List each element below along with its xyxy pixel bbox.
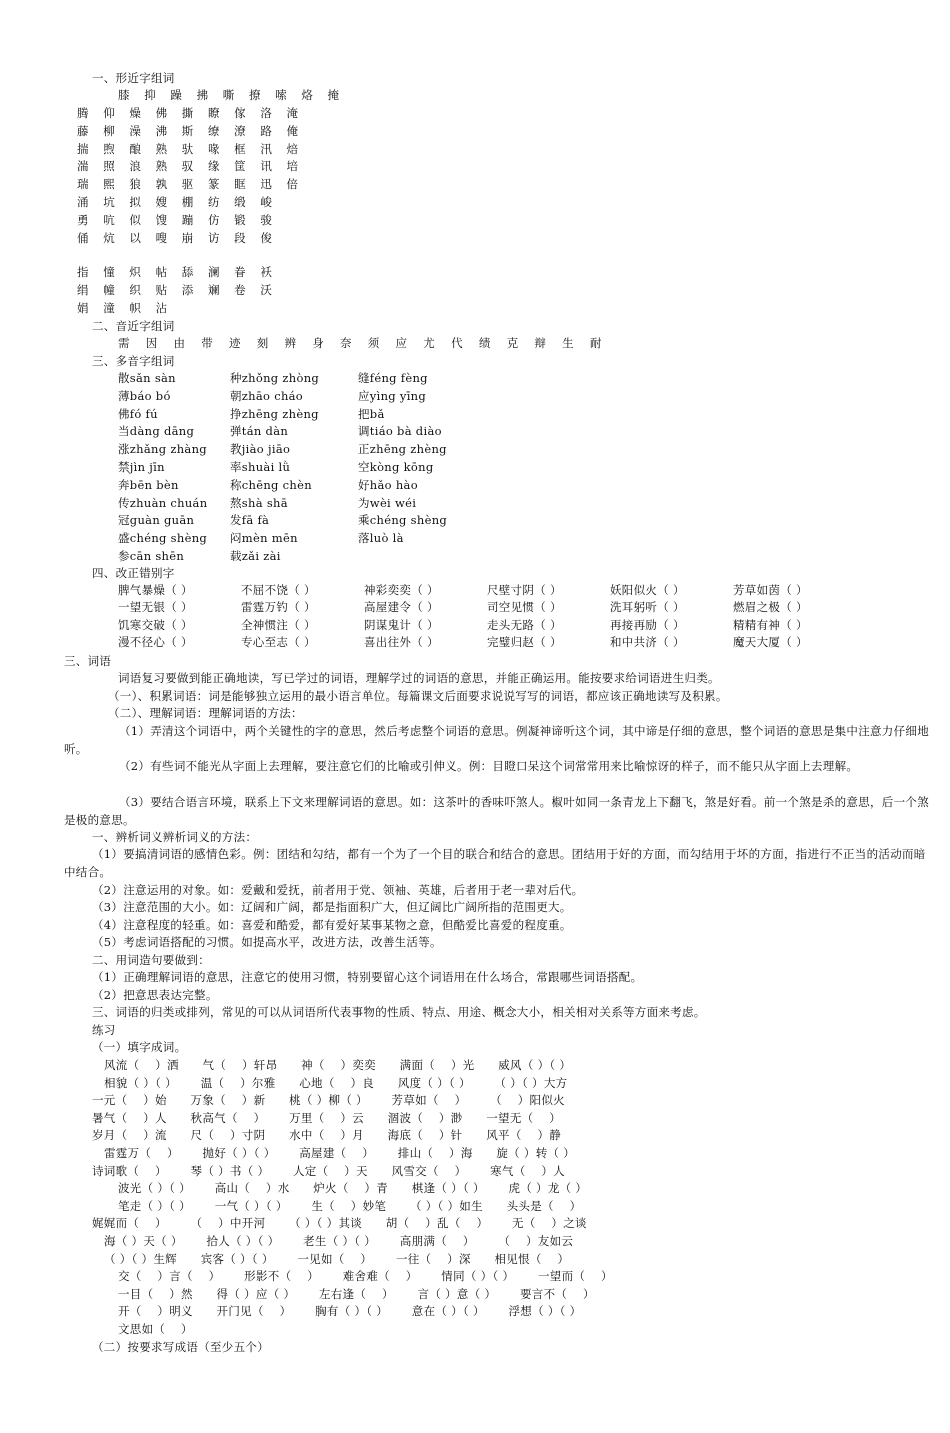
cuobie-item: 燃眉之极（ ） — [733, 600, 808, 615]
char-cell: 似 — [129, 212, 142, 227]
lijie-paragraph-1: （1）弄清这个词语中，两个关键性的字的意思，然后考虑整个词语的意思。例凝神谛听这个词，其中谛是仔细的意思，整个词语的意思是集中注意力仔细地听。 — [64, 724, 930, 756]
char-cell: 酿 — [129, 141, 142, 156]
bianxi-item-1: （1）要搞清词语的感情色彩。例：团结和勾结，都有一个为了一个目的联合和结合的意思。团结用于好的方面，而勾结用于坏的方面，指进行不正当的活动而暗中结合。 — [64, 847, 926, 879]
tianzi-line: 一目（ ）然 得（ ）应（ ） 左右逢（ ） 言（ ）意（ ） 要言不（ ） — [118, 1286, 595, 1301]
bianxi-item-3: （3）注意范围的大小。如：辽阔和广阔，都是指面积广大，但辽阔比广阔所指的范围更大。 — [92, 900, 572, 914]
cuobie-item: 雷霆万钓（ ） — [241, 600, 316, 615]
duoyin-item: 朝zhāo cháo — [230, 388, 304, 403]
char-cell: 缘 — [207, 159, 220, 174]
char-cell: 狼 — [129, 177, 142, 192]
cuobie-item: 专心至志（ ） — [241, 635, 316, 650]
char-cell: 嗖 — [155, 230, 168, 245]
cuobie-item: 精精有神（ ） — [733, 617, 808, 632]
char-cell: 熟 — [155, 159, 168, 174]
duoyin-item: 薄báo bó — [118, 388, 171, 403]
bianxi-title: 一、辨析词义辨析词义的方法： — [92, 830, 258, 844]
cuobie-item: 喜出往外（ ） — [364, 635, 439, 650]
char-cell: 嫂 — [155, 194, 168, 209]
char-cell: 坑 — [103, 194, 115, 209]
tianzi-line: 风流（ ）洒 气（ ）轩昂 神（ ）奕奕 满面（ ）光 威风（ ）（ ） — [104, 1058, 572, 1072]
char-cell: 指 — [77, 265, 89, 279]
duoyin-item: 参cān shēn — [118, 548, 185, 563]
char-cell: 撕 — [181, 106, 194, 120]
char-cell: 舔 — [181, 265, 194, 279]
char-cell: 憧 — [103, 265, 115, 279]
xingjin-row — [77, 141, 313, 159]
tianzi-line: 相貌（ ）（ ） 温（ ）尔雅 心地（ ）良 风度（ ）（ ） （ ）（ ）大方 — [104, 1075, 568, 1090]
xingjin-grid-2 — [77, 264, 287, 317]
tianzi-line: 笔走（ ）（ ） 一气（ ）（ ） 生（ ）妙笔 （ ）（ ）如生 头头是（ ） — [118, 1198, 582, 1213]
cuobie-row — [118, 617, 856, 634]
duoyin-column-2 — [230, 370, 319, 566]
bianxi-item-5: （5）考虑词语搭配的习惯。如提高水平，改进方法，改善生活等。 — [92, 935, 442, 949]
cuobie-item: 尺壁寸阴（ ） — [487, 583, 562, 597]
char-cell: 浪 — [129, 159, 142, 174]
char-cell: 袄 — [260, 265, 273, 279]
tianzi-line: 开（ ）明义 开门见（ ） 胸有（ ）（ ） 意在（ ）（ ） 浮想（ ）（ ） — [118, 1304, 582, 1319]
char-cell: 绢 — [77, 282, 89, 297]
duoyin-item: 称chēng chèn — [230, 477, 312, 492]
char-cell: 熟 — [155, 141, 168, 156]
char-cell: 锻 — [234, 212, 246, 227]
char-cell: 汛 — [260, 141, 273, 156]
char-cell: 烙 — [301, 88, 314, 102]
char-cell: 驮 — [181, 141, 194, 156]
yinjin-chars: 需 因 由 带 迹 刻 辨 身 奈 须 应 尤 代 绩 克 辩 生 耐 — [118, 336, 602, 350]
char-cell: 傢 — [234, 106, 246, 120]
duoyin-item: 发fā fà — [230, 513, 270, 528]
cuobie-item: 妖阳似火（ ） — [610, 583, 685, 597]
char-cell: 燥 — [129, 106, 142, 120]
char-cell: 纺 — [207, 194, 220, 209]
tianzi-line: 诗词歌（ ） 琴（ ）书（ ） 人定（ ）天 风雪交（ ） 寒气（ ）人 — [92, 1163, 565, 1178]
char-cell: 织 — [129, 282, 142, 297]
duoyin-column-3 — [358, 370, 447, 548]
char-cell: 帜 — [129, 300, 142, 315]
xingjin-row — [77, 123, 313, 141]
duoyin-item: 调tiáo bà diào — [358, 424, 442, 439]
char-cell: 眷 — [234, 265, 246, 279]
duoyin-item: 佛fó fú — [118, 406, 158, 421]
char-cell: 柳 — [103, 123, 115, 138]
char-cell: 路 — [260, 123, 273, 138]
char-cell: 澡 — [129, 123, 142, 138]
duoyin-item: 率shuài lǜ — [230, 459, 291, 474]
duoyin-item: 载zǎi zài — [230, 548, 281, 563]
char-cell: 膝 — [118, 88, 130, 102]
duoyin-item: 散sǎn sàn — [118, 371, 176, 385]
cuobie-row — [118, 599, 856, 616]
tianzi-line: 暑气（ ）人 秋高气（ ） 万里（ ）云 涸波（ ）渺 一望无（ ） — [92, 1110, 562, 1125]
cuobie-item: 饥寒交破（ ） — [118, 617, 193, 632]
char-cell: 躁 — [170, 88, 183, 102]
char-cell: 贴 — [155, 282, 168, 297]
guilei-paragraph: 三、词语的归类或排列，常见的可以从词语所代表事物的性质、特点、用途、概念大小，相关相对关系等方面来考虑。 — [92, 1005, 706, 1019]
char-cell: 嘶 — [222, 88, 235, 102]
duoyin-item: 盛chéng shèng — [118, 531, 208, 546]
char-cell: 嗦 — [275, 88, 287, 102]
char-cell: 熙 — [103, 177, 115, 192]
char-cell: 勇 — [77, 212, 89, 227]
cuobie-item: 一望无银（ ） — [118, 600, 193, 615]
section-title-xingjin: 一、形近字组词 — [92, 71, 175, 85]
duoyin-item: 禁jìn jīn — [118, 459, 165, 474]
char-cell: 缎 — [234, 194, 246, 209]
cuobie-item: 魔天大厦（ ） — [733, 635, 808, 650]
section-title-yinjin: 二、音近字组词 — [92, 319, 175, 333]
cuobie-item: 芳草如茵（ ） — [733, 583, 808, 597]
char-cell: 拂 — [196, 88, 209, 102]
char-cell: 倍 — [286, 177, 299, 192]
tianzi-line: 雷霆万（ ） 抛好（ ）（ ） 高屋建（ ） 排山（ ）海 旋（ ）转（ ） — [104, 1146, 576, 1160]
duoyin-item: 空kòng kōng — [358, 459, 434, 474]
tianzi-line: 交（ ）言（ ） 形影不（ ） 难舍难（ ） 情同（ ）（ ） 一望而（ ） — [118, 1269, 613, 1284]
char-cell: 佛 — [155, 106, 168, 120]
cuobie-item: 完璧归赵（ ） — [487, 635, 562, 650]
bianxi-item-2: （2）注意运用的对象。如：爱戴和爱抚，前者用于党、领袖、英雄，后者用于老一辈对后代。 — [92, 883, 584, 897]
char-cell: 撩 — [248, 88, 261, 102]
xingjin-row — [77, 264, 287, 282]
duoyin-item: 奔bēn bèn — [118, 477, 179, 492]
char-cell: 迅 — [260, 177, 273, 192]
char-cell: 揣 — [77, 141, 89, 156]
char-cell: 斯 — [181, 123, 194, 138]
tianzi-line: 娓娓而（ ） （ ）中开河 （ ）（ ）其谈 胡（ ）乱（ ） 无（ ）之谈 — [92, 1216, 587, 1231]
cuobie-item: 走头无路（ ） — [487, 617, 562, 632]
char-cell: 潦 — [234, 123, 246, 138]
char-cell: 斓 — [207, 282, 220, 297]
duoyin-item: 挣zhēng zhèng — [230, 406, 319, 421]
xingjin-row — [77, 194, 313, 212]
char-cell: 照 — [103, 159, 115, 174]
lianxi-label: 练习 — [92, 1023, 116, 1037]
xingjin-row — [77, 300, 287, 318]
char-cell: 峻 — [260, 194, 273, 209]
char-cell: 以 — [129, 230, 142, 245]
char-cell: 沾 — [155, 300, 168, 315]
char-cell: 沸 — [155, 123, 168, 138]
cuobie-item: 和中共济（ ） — [610, 635, 685, 650]
cuobie-grid — [118, 582, 856, 652]
char-cell: 湍 — [77, 159, 89, 174]
char-cell: 淹 — [286, 106, 299, 120]
bianxi-item-4: （4）注意程度的轻重。如：喜爱和酷爱，都有爱好某事某物之意，但酷爱比喜爱的程度重。 — [92, 918, 572, 932]
xingjin-row — [118, 87, 354, 105]
char-cell: 访 — [207, 230, 220, 245]
cuobie-item: 不屈不饶（ ） — [241, 583, 316, 597]
duoyin-item: 缝féng fèng — [358, 371, 428, 385]
xingjin-row — [77, 230, 313, 248]
section-title-duoyin: 三、多音字组词 — [92, 354, 175, 368]
char-cell: 俑 — [77, 230, 89, 245]
xingjin-row — [77, 282, 287, 300]
lijie-title: （二）、理解词语：理解词语的方法： — [108, 706, 303, 720]
char-cell: 仰 — [103, 106, 115, 120]
char-cell: 棚 — [181, 194, 194, 209]
char-cell: 拟 — [129, 194, 142, 209]
cuobie-item: 洗耳躬听（ ） — [610, 600, 685, 615]
xingjin-row — [77, 158, 313, 176]
duoyin-item: 涨zhǎng zhàng — [118, 442, 207, 457]
char-cell: 筐 — [234, 159, 246, 174]
char-cell: 眶 — [234, 177, 246, 192]
cuobie-row — [118, 582, 856, 599]
duoyin-item: 闷mèn mēn — [230, 531, 298, 546]
cuobie-item: 阴谋鬼计（ ） — [364, 617, 439, 632]
char-cell: 缭 — [207, 123, 220, 138]
char-cell: 仿 — [207, 212, 220, 227]
duoyin-item: 好hǎo hào — [358, 477, 418, 492]
char-cell: 瑞 — [77, 177, 89, 192]
char-cell: 孰 — [155, 177, 168, 192]
cuobie-item: 漫不径心（ ） — [118, 635, 193, 650]
chengyu-title: （二）按要求写成语（至少五个） — [92, 1340, 269, 1354]
char-cell: 掩 — [327, 88, 340, 102]
tianzi-line: 海（ ）天（ ） 拾人（ ）（ ） 老生（ ）（ ） 高朋满（ ） （ ）友如云 — [104, 1234, 574, 1248]
char-cell: 卷 — [234, 282, 246, 297]
char-cell: 骏 — [260, 212, 273, 227]
xingjin-grid — [77, 105, 313, 247]
duoyin-column-1 — [118, 370, 207, 566]
char-cell: 腾 — [77, 106, 89, 120]
char-cell: 娟 — [77, 300, 89, 315]
tianzi-line: 岁月（ ）流 尺（ ）寸阴 水中（ ）月 海底（ ）针 风平（ ）静 — [92, 1128, 562, 1143]
cuobie-item: 再接再励（ ） — [610, 617, 685, 632]
char-cell: 篆 — [207, 177, 220, 192]
duoyin-item: 弹tán dàn — [230, 424, 289, 439]
lijie-paragraph-2: （2）有些词不能光从字面上去理解，要注意它们的比喻或引伸义。例：目瞪口呆这个词常常用来比喻惊讶的样子，而不能只从字面上去理解。 — [119, 759, 859, 773]
char-cell: 沃 — [260, 282, 273, 297]
cuobie-item: 高屋建令（ ） — [364, 600, 439, 615]
char-cell: 藤 — [77, 123, 89, 138]
char-cell: 潼 — [103, 300, 115, 315]
tianzi-line: （ ）（ ）生辉 宾客（ ）（ ） 一见如（ ） 一往（ ）深 相见恨（ ） — [104, 1251, 570, 1266]
zaoju-item-1: （1）正确理解词语的意思，注意它的使用习惯，特别要留心这个词语用在什么场合，常跟哪些词语搭配。 — [92, 970, 643, 984]
cuobie-item: 全神惯注（ ） — [241, 617, 316, 632]
cuobie-item: 神彩奕奕（ ） — [364, 583, 439, 597]
char-cell: 吭 — [103, 212, 115, 227]
cuobie-item: 司空见惯（ ） — [487, 600, 562, 615]
char-cell: 段 — [234, 230, 246, 245]
tianzi-title: （一）填字成词。 — [92, 1040, 187, 1054]
tianzi-line: 文思如（ ） — [118, 1322, 193, 1336]
tianzi-line: 波光（ ）（ ） 高山（ ）水 炉火（ ）青 棋逢（ ）（ ） 虎（ ）龙（ ） — [118, 1181, 588, 1196]
char-cell: 框 — [234, 141, 246, 156]
duoyin-item: 传zhuàn chuán — [118, 495, 208, 510]
char-cell: 澜 — [207, 265, 220, 279]
char-cell: 俺 — [286, 123, 299, 138]
xingjin-row — [77, 105, 313, 123]
char-cell: 培 — [286, 159, 299, 174]
duoyin-item: 落luò là — [358, 531, 404, 546]
char-cell: 蹦 — [181, 212, 194, 227]
char-cell: 焙 — [286, 141, 299, 156]
duoyin-item: 冠guàn guān — [118, 513, 195, 528]
char-cell: 驭 — [181, 159, 194, 174]
char-cell: 洛 — [260, 106, 273, 120]
xingjin-first-row — [118, 87, 354, 105]
section-title-ciyu: 三、词语 — [64, 654, 112, 668]
duoyin-item: 种zhǒng zhòng — [230, 371, 320, 385]
duoyin-item: 教jiào jiāo — [230, 442, 291, 457]
char-cell: 幢 — [103, 282, 115, 297]
char-cell: 俊 — [260, 230, 273, 245]
duoyin-item: 熬shà shā — [230, 495, 288, 510]
zaoju-item-2: （2）把意思表达完整。 — [92, 988, 218, 1002]
duoyin-item: 把bǎ — [358, 406, 385, 421]
duoyin-item: 乘chéng shèng — [358, 513, 448, 528]
char-cell: 崩 — [181, 230, 194, 245]
duoyin-item: 正zhēng zhèng — [358, 442, 447, 457]
char-cell: 瞭 — [207, 106, 220, 120]
duoyin-item: 应yìng yīng — [358, 388, 427, 403]
duoyin-item: 为wèi wéi — [358, 495, 417, 510]
cuobie-row — [118, 634, 856, 651]
char-cell: 驱 — [181, 177, 194, 192]
char-cell: 馊 — [155, 212, 168, 227]
char-cell: 炕 — [103, 230, 115, 245]
xingjin-row — [77, 176, 313, 194]
lijie-paragraph-3: （3）要结合语言环境，联系上下文来理解词语的意思。如：这茶叶的香味吓煞人。椒叶如同一条青龙上下翻飞，煞是好看。前一个煞是杀的意思，后一个煞是极的意思。 — [64, 795, 930, 827]
char-cell: 讯 — [260, 159, 273, 174]
zaoju-title: 二、用词造句要做到： — [92, 953, 210, 967]
xingjin-row — [77, 212, 313, 230]
section-title-cuobie: 四、改正错别字 — [92, 566, 175, 580]
char-cell: 喙 — [207, 141, 220, 156]
tianzi-line: 一元（ ）始 万象（ ）新 桃（ ）柳（ ） 芳草如（ ） （ ）阳似火 — [92, 1093, 565, 1108]
char-cell: 涌 — [77, 194, 89, 209]
duoyin-item: 当dàng dāng — [118, 424, 195, 439]
jilei-paragraph: （一）、积累词语：词是能够独立运用的最小语言单位。每篇课文后面要求说说写写的词语，都应该正确地读写及积累。 — [108, 689, 728, 703]
char-cell: 帖 — [155, 265, 168, 279]
char-cell: 煦 — [103, 141, 115, 156]
char-cell: 炽 — [129, 265, 142, 279]
ciyu-intro: 词语复习要做到能正确地读，写已学过的词语，理解学过的词语的意思，并能正确运用。能按要求给词语进生归类。 — [118, 671, 720, 685]
cuobie-item: 脾气暴燥（ ） — [118, 583, 193, 597]
char-cell: 添 — [181, 282, 194, 297]
char-cell: 抑 — [144, 88, 156, 102]
